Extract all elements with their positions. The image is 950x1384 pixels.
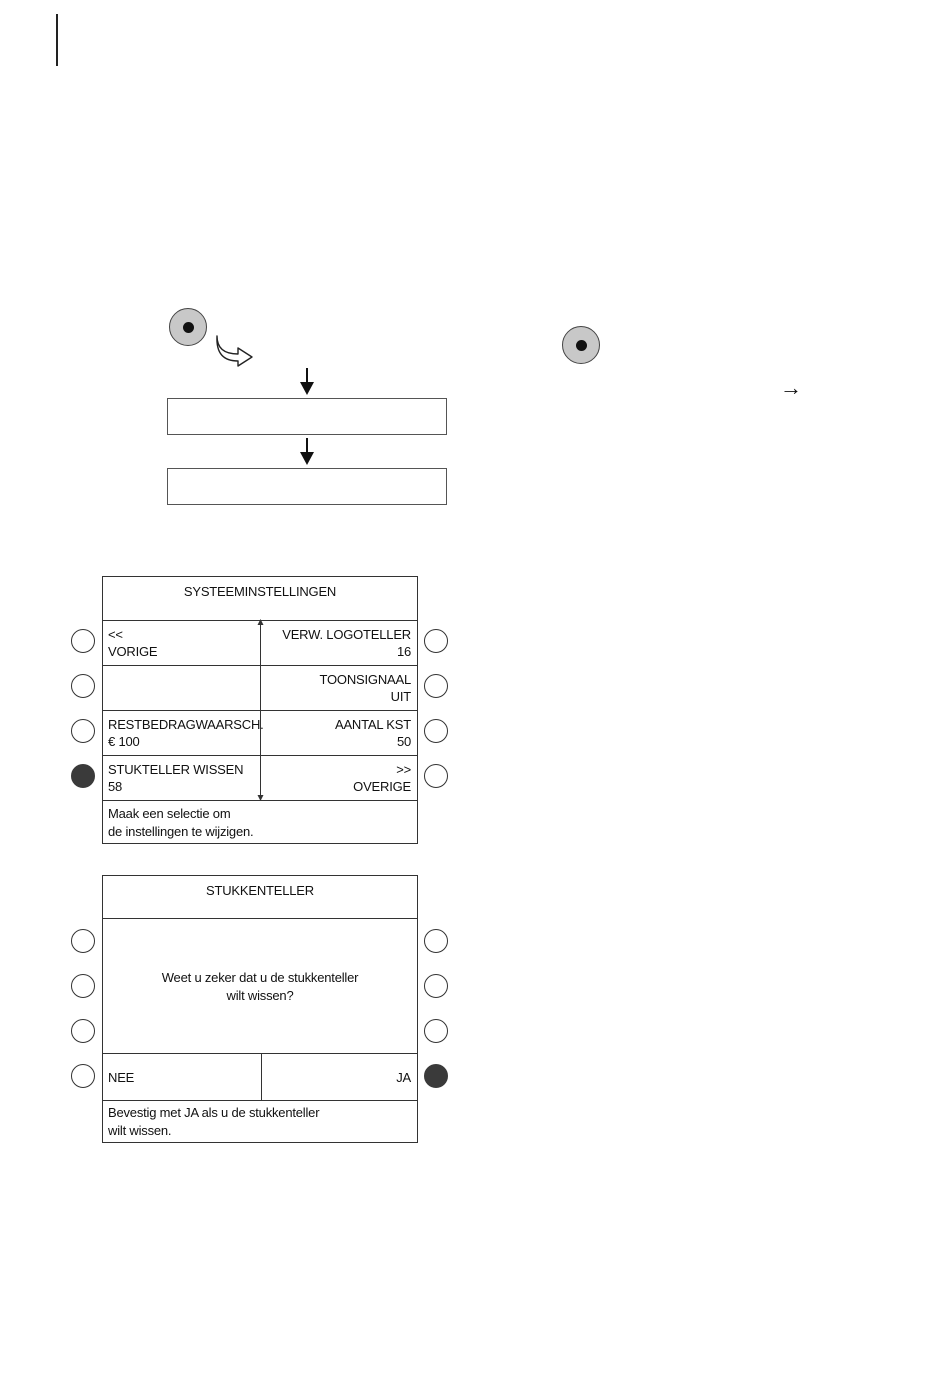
arrow-right-icon: → [780,375,802,400]
divider [103,1053,417,1054]
screen-title: SYSTEEMINSTELLINGEN [183,584,337,599]
key-dot-icon [576,340,587,351]
down-arrow-icon [298,438,316,466]
flow-step-box-1 [167,398,447,435]
screen-title: STUKKENTELLER [206,883,314,898]
confirm-message: Weet u zeker dat u de stukkenteller wilt wissen? [161,970,359,1003]
option-nee[interactable]: NEE [108,1070,135,1085]
scroll-indicator-icon [256,618,265,802]
softkey-left-4[interactable] [71,764,95,788]
softkey-right-3[interactable] [424,1019,448,1043]
menu-item-vorige[interactable]: << VORIGE [108,627,158,659]
menu-item-overige[interactable]: >> OVERIGE [353,762,411,794]
divider [103,918,417,919]
menu-item-stukteller-wissen[interactable]: STUKTELLER WISSEN 58 [108,762,244,794]
menu-item-toonsignaal[interactable]: TOONSIGNAAL UIT [319,672,411,704]
softkey-right-3[interactable] [424,719,448,743]
softkey-left-1[interactable] [71,629,95,653]
divider [103,1100,417,1101]
margin-rule [56,14,58,66]
softkey-right-2[interactable] [424,674,448,698]
menu-item-aantal-kst[interactable]: AANTAL KST 50 [334,717,411,749]
softkey-left-4[interactable] [71,1064,95,1088]
softkey-left-3[interactable] [71,1019,95,1043]
softkey-left-1[interactable] [71,929,95,953]
softkey-right-1[interactable] [424,629,448,653]
menu-key-button[interactable] [169,308,207,346]
select-key-button[interactable] [562,326,600,364]
key-dot-icon [183,322,194,333]
menu-item-verw-logoteller[interactable]: VERW. LOGOTELLER 16 [282,627,411,659]
option-divider [261,1053,262,1100]
softkey-right-2[interactable] [424,974,448,998]
down-arrow-icon [298,368,316,396]
curved-arrow-icon [214,334,256,368]
menu-item-restbedragwaarsch[interactable]: RESTBEDRAGWAARSCH. € 100 [108,717,264,749]
softkey-right-4[interactable] [424,1064,448,1088]
softkey-left-2[interactable] [71,674,95,698]
settings-screen [102,576,418,844]
flow-step-box-2 [167,468,447,505]
softkey-right-4[interactable] [424,764,448,788]
softkey-right-1[interactable] [424,929,448,953]
softkey-left-2[interactable] [71,974,95,998]
screen-hint: Maak een selectie om de instellingen te wijzigen. [108,806,254,839]
screen-hint: Bevestig met JA als u de stukkenteller wilt wissen. [108,1105,320,1138]
confirm-screen [102,875,418,1143]
option-ja[interactable]: JA [396,1070,411,1085]
softkey-left-3[interactable] [71,719,95,743]
